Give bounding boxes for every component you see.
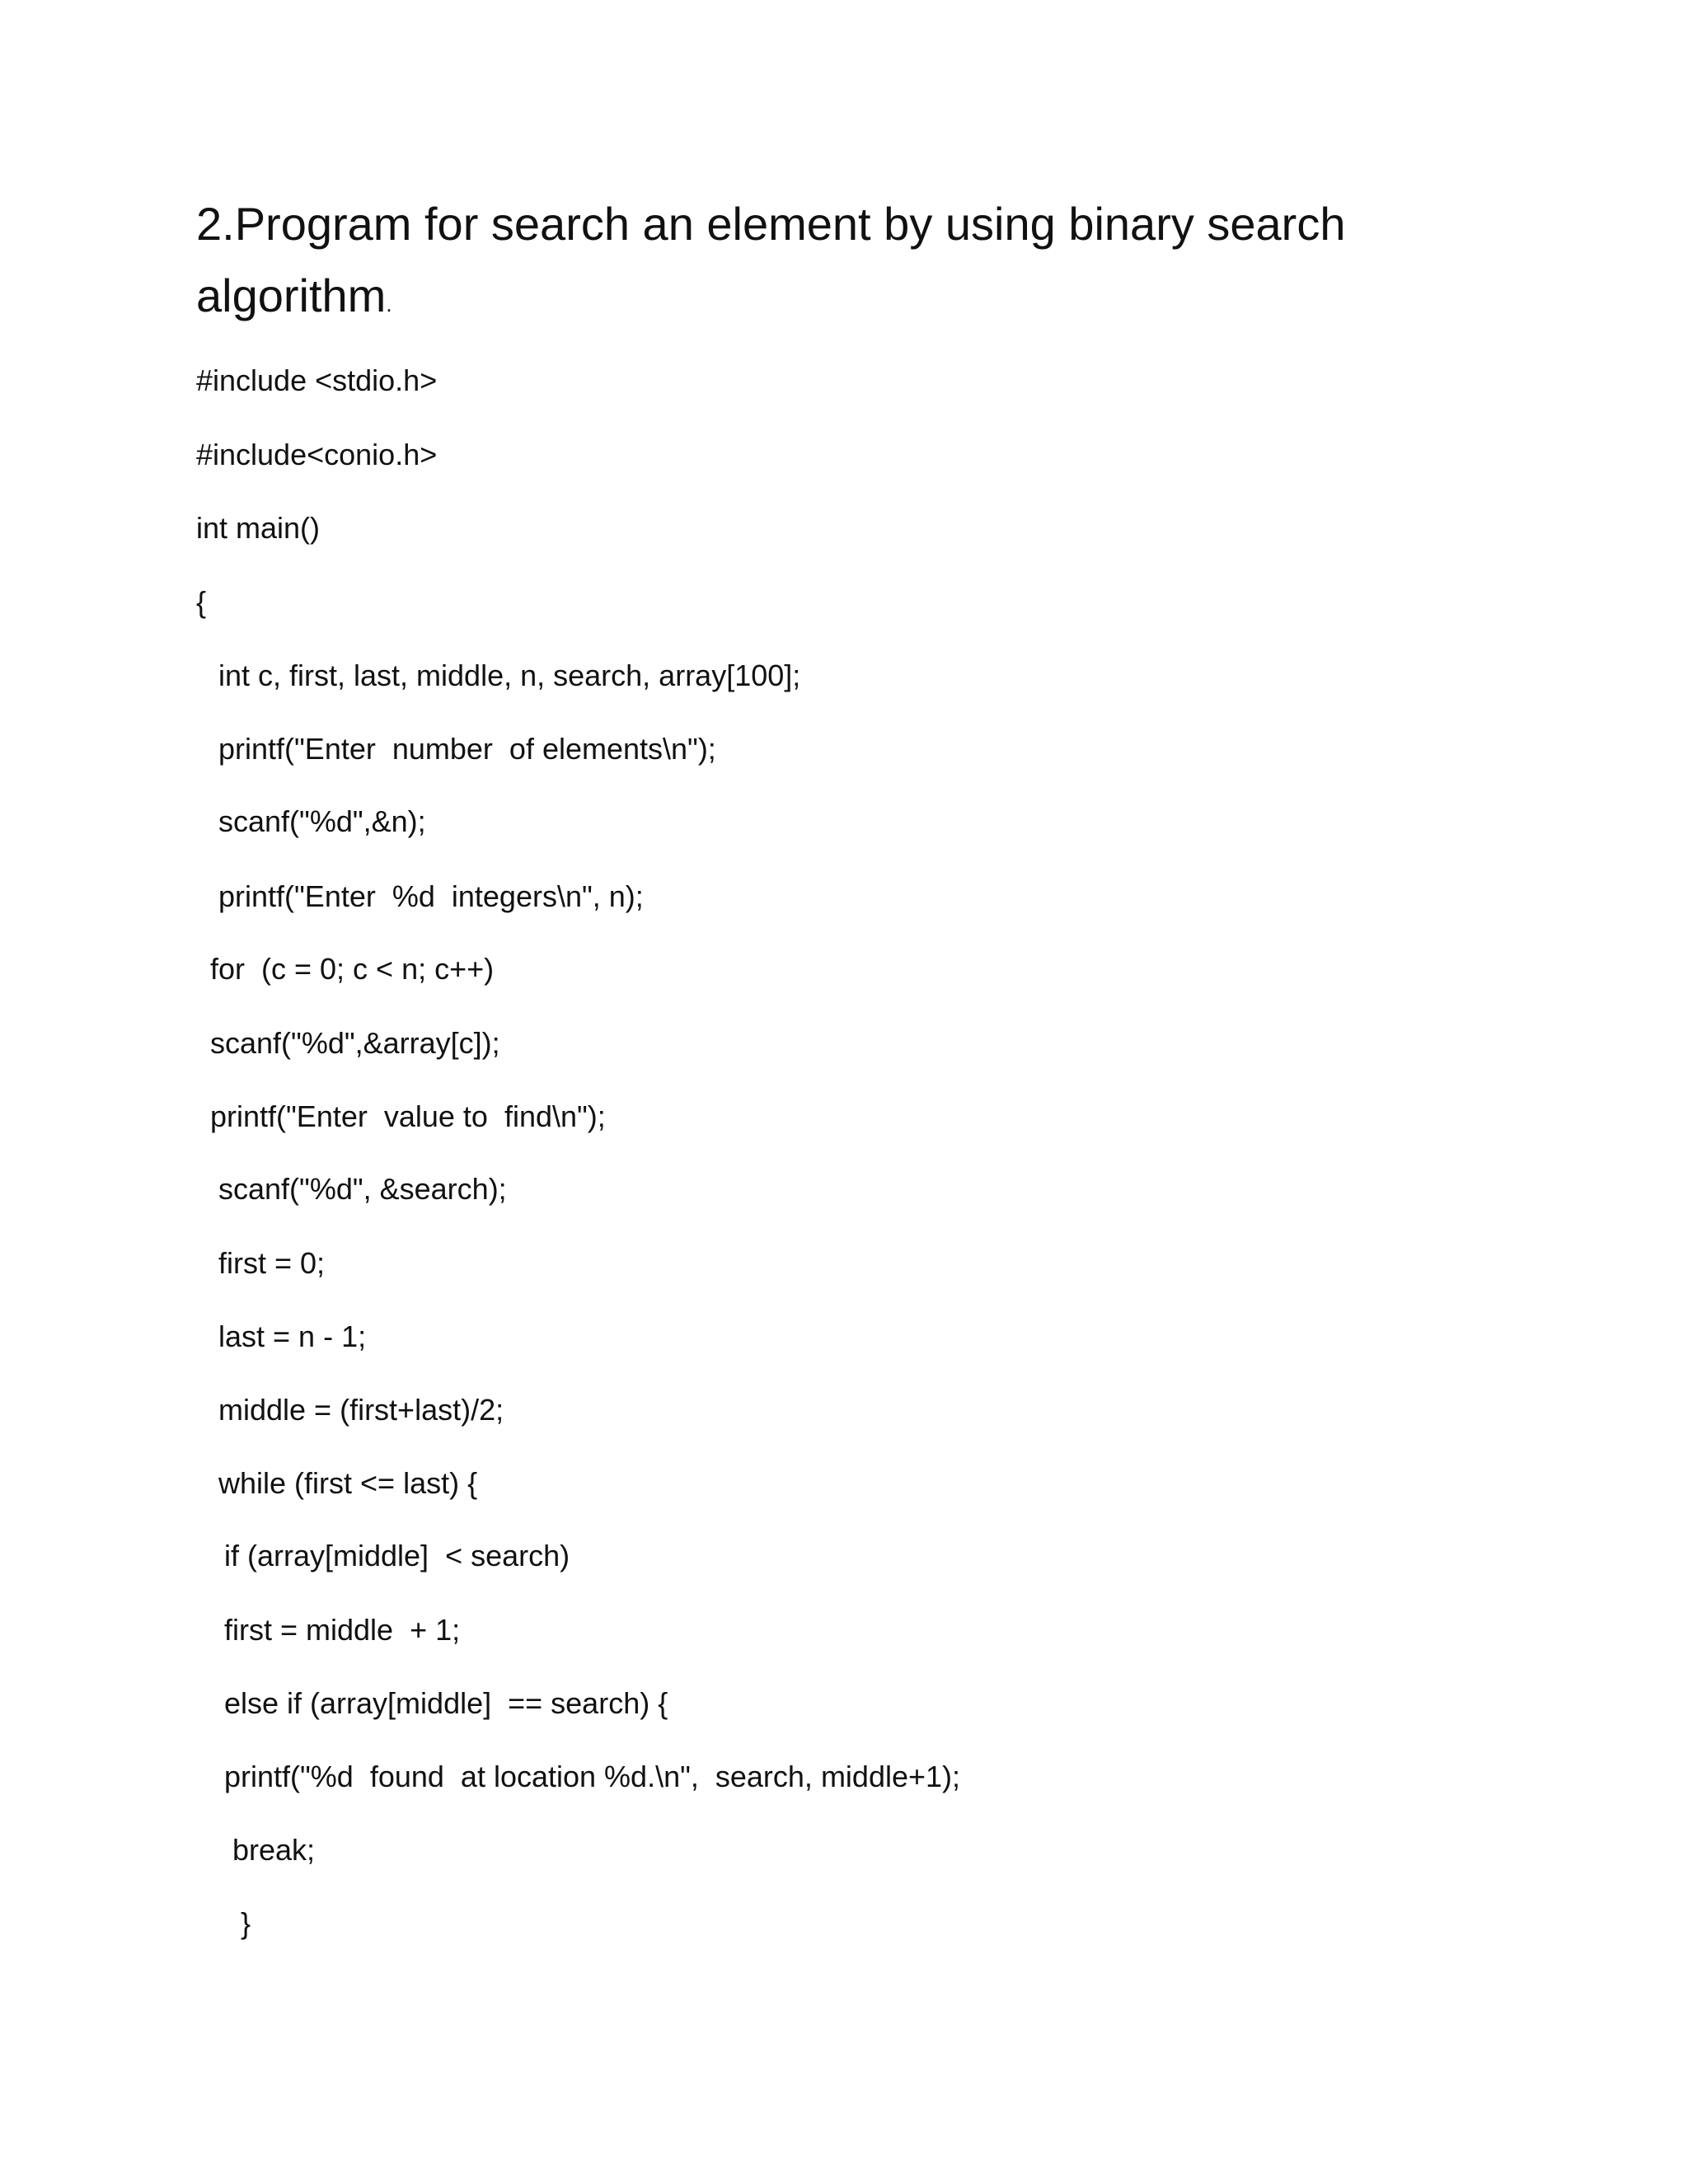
code-line-else-if-equal: else if (array[middle] == search) { [224,1686,668,1720]
code-line-main-signature: int main() [196,511,321,545]
code-line-middle-init: middle = (first+last)/2; [218,1393,504,1427]
code-line-prompt-value: printf("Enter value to find\n"); [210,1099,606,1133]
code-line-scan-count: scanf("%d",&n); [218,804,426,838]
page-title-line-2 [196,269,392,330]
code-line-last-init: last = n - 1; [218,1319,367,1353]
page-title-line-1: 2.Program for search an element by using binary search [196,198,1346,250]
code-line-first-update: first = middle + 1; [224,1613,461,1647]
code-line-break: break; [232,1833,316,1867]
code-line-prompt-count: printf("Enter number of elements\n"); [218,732,716,766]
page-title-period: . [386,292,392,316]
code-line-include-conio: #include<conio.h> [196,438,438,471]
code-line-print-found: printf("%d found at location %d.\n", search, middle+1); [224,1760,961,1793]
code-line-declarations: int c, first, last, middle, n, search, array[100]; [218,658,801,692]
code-line-first-init: first = 0; [218,1246,326,1280]
code-line-open-brace: { [196,585,207,619]
code-line-scan-search: scanf("%d", &search); [218,1172,507,1206]
code-line-scan-array: scanf("%d",&array[c]); [210,1026,500,1060]
code-line-include-stdio: #include <stdio.h> [196,363,438,397]
code-line-while-loop: while (first <= last) { [218,1466,478,1500]
code-line-for-loop: for (c = 0; c < n; c++) [210,952,495,986]
code-line-if-less: if (array[middle] < search) [224,1539,570,1572]
page-title-text: algorithm [196,269,387,321]
code-line-prompt-integers: printf("Enter %d integers\n", n); [218,879,644,913]
code-line-close-brace: } [241,1906,251,1940]
